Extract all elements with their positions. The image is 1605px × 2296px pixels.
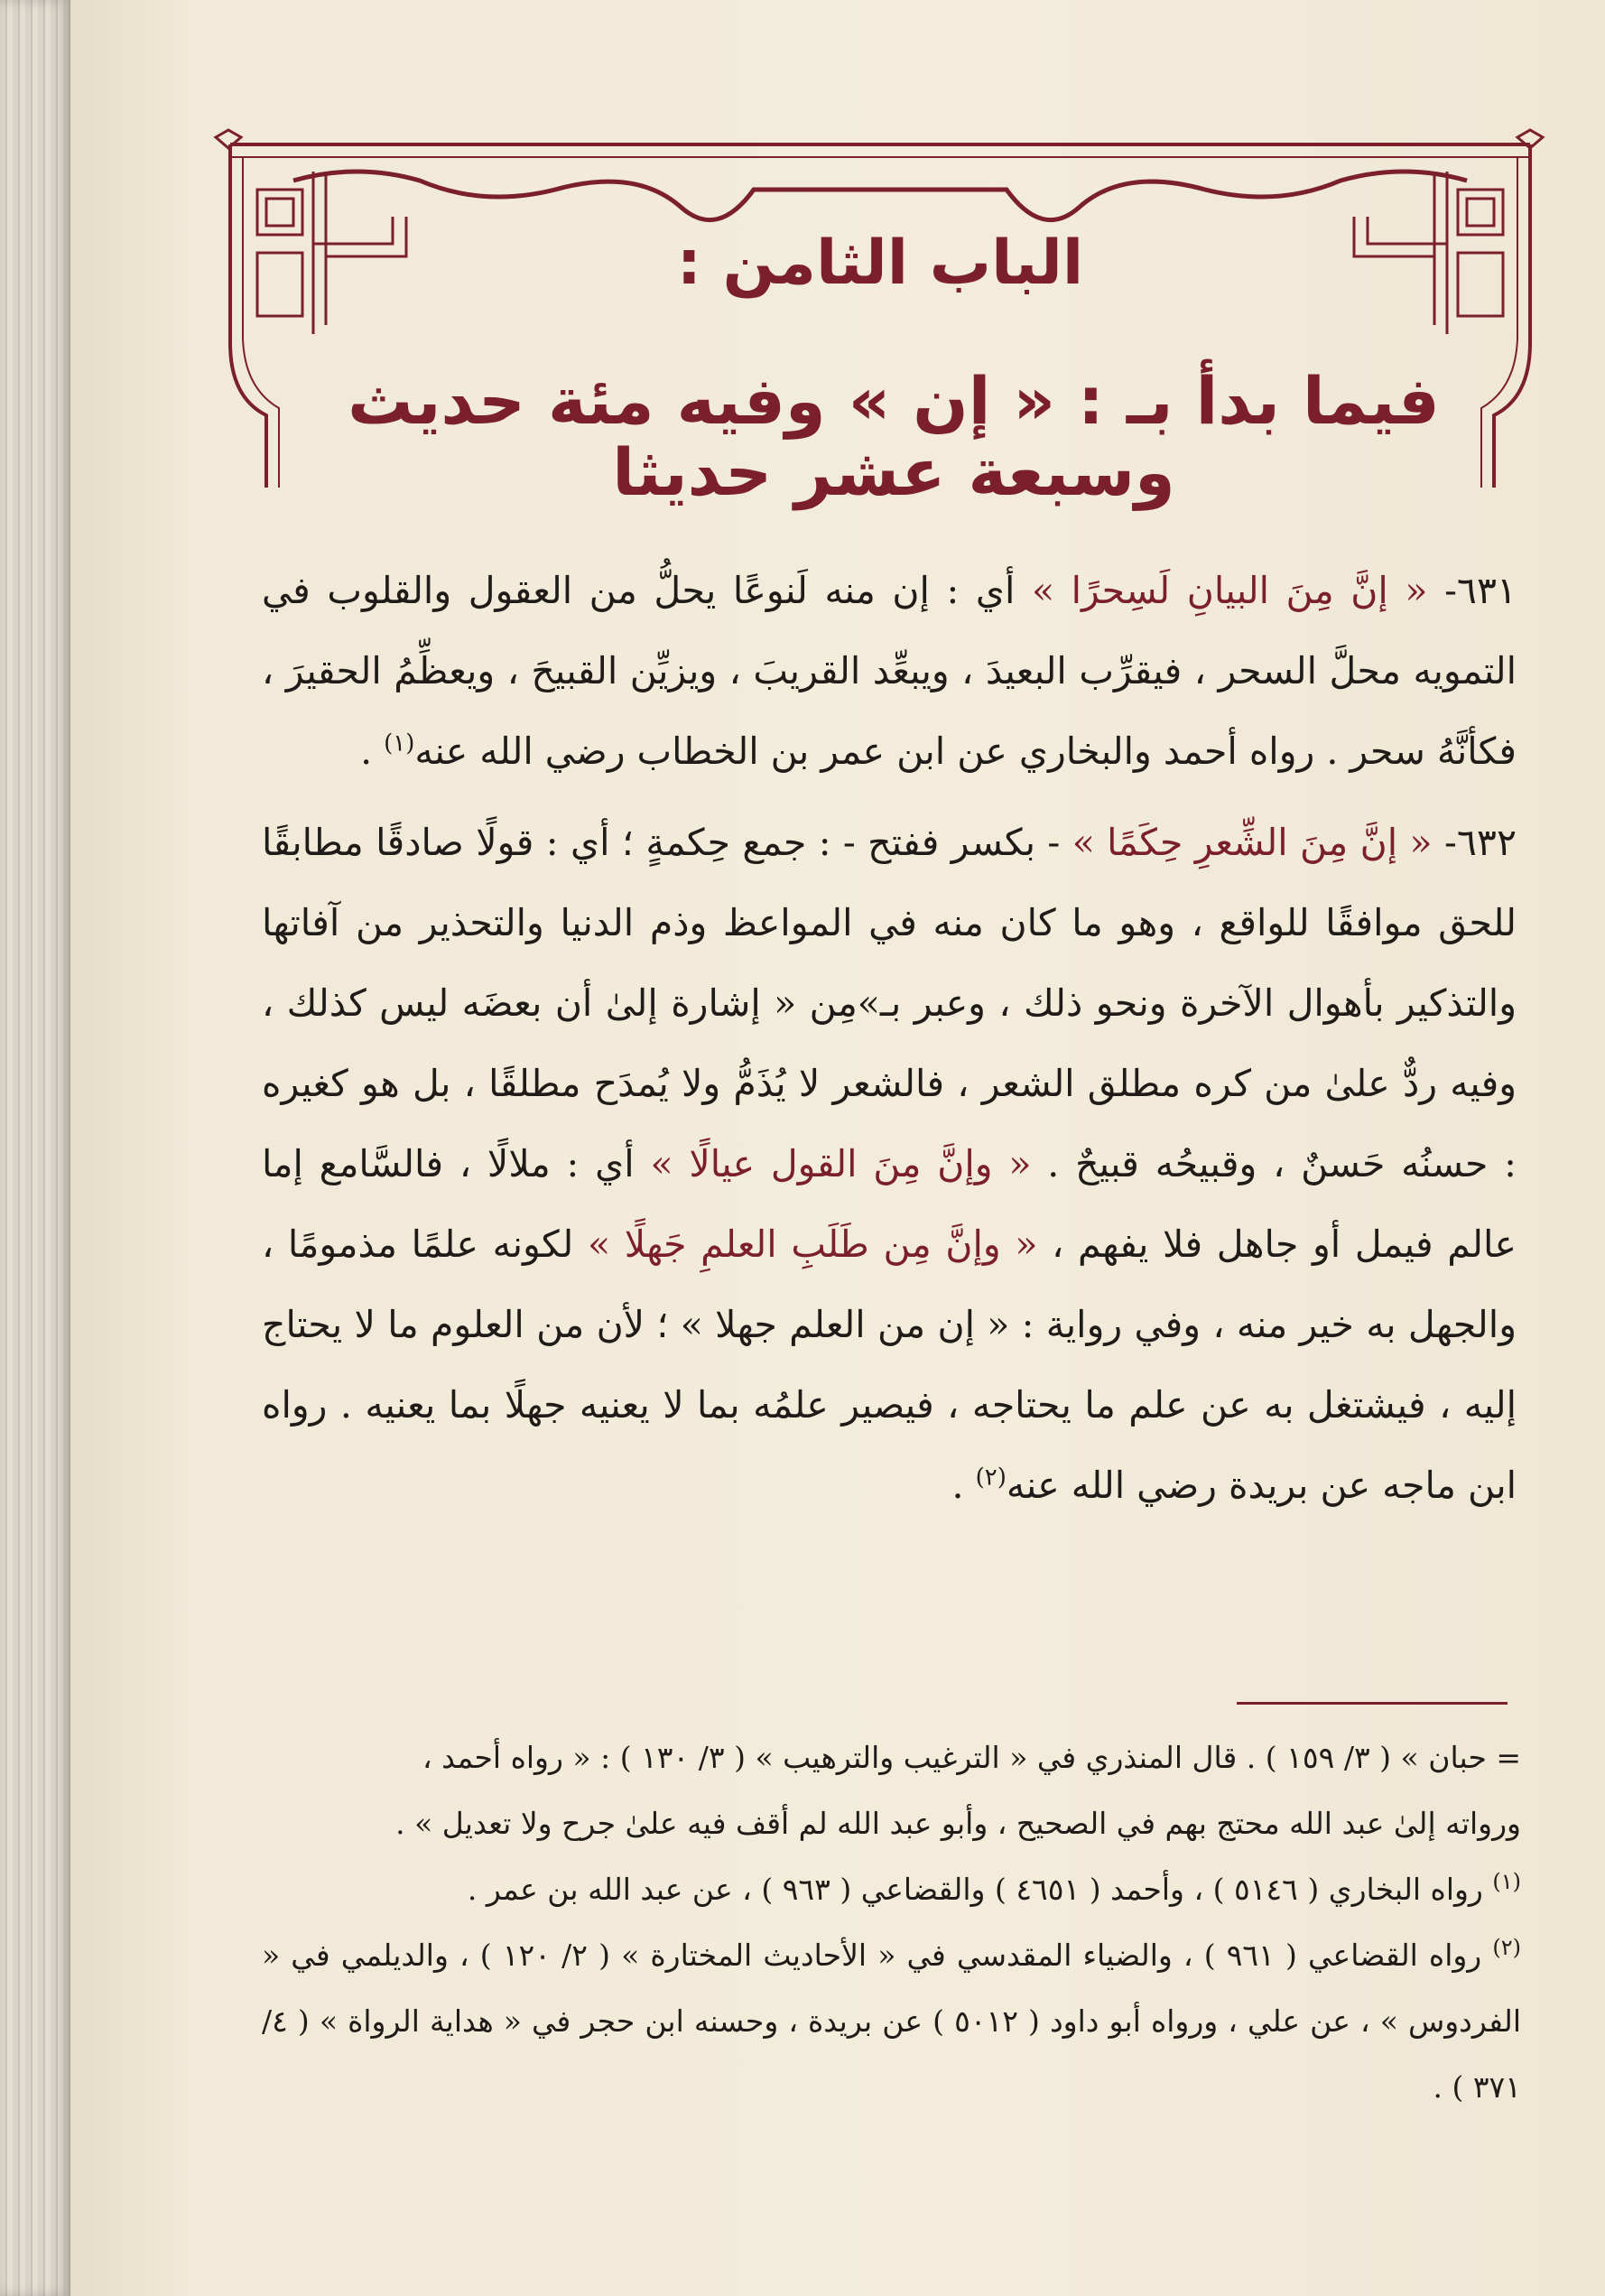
hadith-number: ٦٣١- <box>1444 569 1517 612</box>
hadith-quote: « إنَّ مِنَ البيانِ لَسِحرًا » <box>1031 569 1428 612</box>
footnote-mark: (٢) <box>1492 1935 1522 1960</box>
footnote-2 <box>262 1922 1521 2120</box>
footnote-continuation: ورواته إلىٰ عبد الله محتج بهم في الصحيح ، وأبو عبد الله لم أقف فيه علىٰ جرح ولا تعديل » . <box>395 1806 1521 1841</box>
sentence-end: . <box>360 730 385 773</box>
hadith-quote: « إنَّ مِنَ الشِّعرِ حِكَمًا » <box>1072 821 1433 864</box>
footnote-mark: (١) <box>1492 1869 1521 1894</box>
footnotes <box>262 1724 1521 2120</box>
footnote-text: رواه القضاعي ( ٩٦١ ) ، والضياء المقدسي في « الأحاديث المختارة » ( ٢/ ١٢٠ ) ، والديلمي في « الفردوس » ، عن علي ، ورواه أبو داود ( ٥٠١٢ ) عن بريدة ، وحسنه ابن حجر في « هداية الرواة » ( ٤/ ٣٧١ ) . <box>262 1938 1521 2105</box>
footnote-ref-1[interactable]: (١) <box>384 730 415 758</box>
hadith-number: ٦٣٢- <box>1444 821 1517 864</box>
sentence-end: . <box>951 1464 976 1507</box>
footnote-continuation: = حبان » ( ٣/ ١٥٩ ) . قال المنذري في « الترغيب والترهيب » ( ٣/ ١٣٠ ) : « رواه أحمد ، <box>422 1740 1521 1775</box>
footnote-divider <box>1237 1702 1508 1705</box>
hadith-commentary: - بكسر ففتح - : جمع حِكمةٍ ؛ أي : قولًا صادقًا مطابقًا للحق موافقًا للواقع ، وهو ما كان منه في المواعظ وذم الدنيا والتحذير من آفاتها والتذكير بأهوال الآخرة ونحو ذلك ، وعبر بـ»مِن « إشارة إلىٰ أن بعضَه ليس كذلك ، وفيه ردٌّ علىٰ من كره مطلق الشعر ، فالشعر لا يُذَمُّ ولا يُمدَح مطلقًا ، بل هو كغيره : حسنُه حَسنٌ ، وقبيحُه قبيحٌ . <box>262 821 1517 1185</box>
hadith-commentary: أي : إن منه لَنوعًا يحلُّ من العقول والقلوب في التمويه محلَّ السحر ، فيقرِّب البعيدَ ، ويبعِّد القريبَ ، ويزيِّن القبيحَ ، ويعظِّمُ الحقيرَ ، فكأنَّهُ سحر . رواه أحمد والبخاري عن ابن عمر بن الخطاب رضي الله عنه <box>262 569 1517 773</box>
main-text <box>262 551 1517 1537</box>
hadith-quote: « وإنَّ مِن طَلَبِ العلمِ جَهلًا » <box>587 1222 1038 1266</box>
chapter-title: الباب الثامن : <box>676 228 1084 299</box>
hadith-quote: « وإنَّ مِنَ القول عيالًا » <box>650 1142 1032 1185</box>
page-edge <box>0 0 70 2296</box>
footnote-1 <box>262 1856 1521 1922</box>
hadith-631 <box>262 551 1517 792</box>
footnote-text: رواه البخاري ( ٥١٤٦ ) ، وأحمد ( ٤٦٥١ ) والقضاعي ( ٩٦٣ ) ، عن عبد الله بن عمر . <box>467 1872 1493 1907</box>
footnote-ref-2[interactable]: (٢) <box>975 1464 1007 1492</box>
hadith-commentary: لكونه علمًا مذمومًا ، والجهل به خير منه ، وفي رواية : « إن من العلم جهلا » ؛ لأن من العلوم ما لا يحتاج إليه ، فيشتغل به عن علم ما يحتاجه ، فيصير علمُه بما لا يعنيه جهلًا بما يعنيه . رواه ابن ماجه عن بريدة رضي الله عنه <box>262 1222 1517 1507</box>
hadith-632 <box>262 803 1517 1526</box>
chapter-subtitle: فيما بدأ بـ : « إن » وفيه مئة حديث وسبعة عشر حديثا <box>348 363 1440 511</box>
hadith-commentary: أي : ملالًا ، فالسَّامع إما عالم فيمل أو جاهل فلا يفهم ، <box>262 1142 1517 1266</box>
